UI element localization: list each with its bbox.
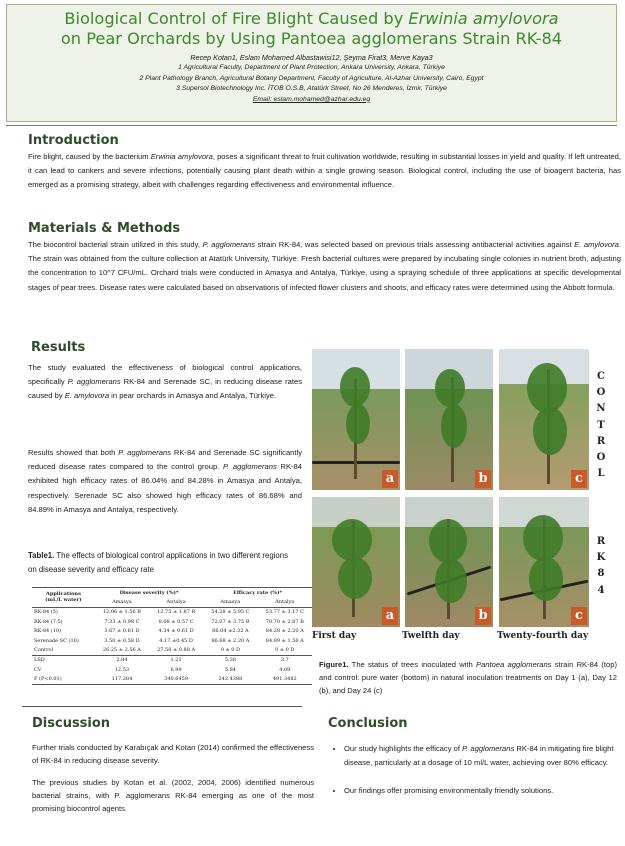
table-row: RK-84 (10) 3.67 ± 0.61 D 4.34 ± 0.61 D 86.04 ±2.32 A 84.28 ± 2.20 A xyxy=(34,628,304,635)
figure-caption: Figure1. The status of trees inoculated with Pantoea agglomerans strain RK-84 (top) and control: pure water (bottom) in natural inoculation treatments on Day 1 (a), Day 12 (b), and Day 24 (c) xyxy=(319,660,617,695)
table-row: Serenade SC (10) 3.50 ± 0.58 D 4.17 ±0.45 D 86.68 ± 2.20 A 84.89 ± 1.56 A xyxy=(34,637,304,644)
methods-heading: Materials & Methods xyxy=(28,221,181,236)
results-text-2: Results showed that both P. agglomerans RK-84 and Serenade SC significantly reduced disease rates compared to the control group. P. agglomerans RK-84 exhibited high efficacy rates of 86.04% and 84.28% in Amasya and Antalya, respectively. Serenade SC also showed high efficacy rates of 86.68% and 84.89% in Amasya and Antalya, respectively. xyxy=(28,448,302,514)
photo-control-day12 xyxy=(405,497,493,627)
control-row-label: C O N T R O L xyxy=(596,371,606,480)
photo-control-day1 xyxy=(312,497,400,627)
table-row: LSD 2.84 1.21 5.38 3.7 xyxy=(32,655,312,665)
poster-header xyxy=(6,4,617,122)
col-efficacy: Efficacy rate (%)* xyxy=(203,588,312,598)
subheader-amasya: Amasya xyxy=(220,599,241,606)
results-heading: Results xyxy=(31,340,86,355)
photo-rk84-day12 xyxy=(405,349,493,490)
table-row: Control 26.25 ± 2.56 A 27.58 ± 0.88 A 0 ± 0 D 0 ± 0 D xyxy=(34,647,295,654)
conclusion-bullet: • Our study highlights the efficacy of P. agglomerans RK-84 in mitigating fire blight disease, particularly at a dosage of 10 ml/L water, achieving over 80% efficacy. xyxy=(344,742,625,770)
methods-text: The biocontrol bacterial strain utilized in this study, P. agglomerans strain RK-84, was selected based on previous trials assessing antibacterial activities against E. amylovora. The strain was obtained from the culture collection at Atatürk University, Türkiye. Fresh bacterial cultures were prepared by incubating single colonies in nutrient broth, adjusting the concentration to 10^7 CFU/mL. Orchard trials were conducted in Amasya and Antalya, Türkiye, using a spraying schedule of three applications at specific developmental stages of pear trees. Disease rates were calculated based on observations of infected flower clusters and shoots, and efficacy rates were determined using the Abbott formula. xyxy=(28,240,621,292)
col-applications: Applications (mL/L water) xyxy=(32,588,95,608)
photo-letter: c xyxy=(571,607,587,625)
table-row: RK-84 (7.5) 7.33 ± 0.98 C 8.08 ± 0.57 C 72.07 ± 3.75 B 70.70 ± 2.87 B xyxy=(34,618,304,625)
results-table xyxy=(32,587,312,685)
photo-letter: c xyxy=(571,470,587,488)
photo-rk84-day1 xyxy=(312,349,400,490)
table-caption: Table1. The effects of biological control applications in two different regions on disease severity and efficacy rate xyxy=(28,551,288,575)
table-row: CV 12.53 6.99 5.84 4.09 xyxy=(34,666,291,673)
affiliation-1: 1 Agricultural Faculty, Department of Plant Protection, Ankara University, Ankara, Türkiye xyxy=(178,64,445,71)
discussion-heading: Discussion xyxy=(32,716,111,731)
photo-letter: a xyxy=(382,607,398,625)
subheader-antalya: Antalya xyxy=(275,599,295,606)
col-severity: Disease severity (%)* xyxy=(95,588,203,598)
photo-control-day24 xyxy=(499,497,589,627)
affiliation-2: 2 Plant Pathology Branch, Agricultural Botany Department, Faculty of Agriculture, Al-Azhar University, Cairo, Egypt xyxy=(139,74,484,82)
table-row: RK-84 (5) 12.06 ± 1.56 B 12.75 ± 1.87 B 54.28 ± 5.95 C 53.77 ± 3.17 C xyxy=(32,607,312,617)
rk84-row-label: R K 8 4 xyxy=(596,536,606,596)
photo-letter: b xyxy=(475,607,491,625)
results-text-1: The study evaluated the effectiveness of biological control applications, specifically P. agglomerans RK-84 and Serenade SC, in reducing disease rates caused by E. amylovora in pear orchards in Amasya and Antalya, Türkiye. xyxy=(28,363,302,401)
poster-title: Biological Control of Fire Blight Caused by Erwinia amylovora on Pear Orchards by Using Pantoea agglomerans Strain RK-84 xyxy=(60,9,563,48)
subheader-antalya: Antalya xyxy=(166,599,186,606)
day-label-first: First day xyxy=(312,631,357,641)
day-label-twelfth: Twelfth day xyxy=(402,631,460,641)
header-divider xyxy=(6,125,617,126)
photo-rk84-day24 xyxy=(499,349,589,490)
affiliation-3: 3 Supersol Biotechnology Inc. İTOB O.S.B, Atatürk Street, No 26 Menderes, İzmir, Türkiye xyxy=(176,85,447,93)
contact-email[interactable]: Email: eslam.mohamed@azhar.edu.eg xyxy=(252,95,371,103)
discussion-text-2: The previous studies by Kotan et al. (2002, 2004, 2006) identified numerous bacterial strains, with P. agglomerans RK-84 emerging as one of the most promising biocontrol agents. xyxy=(32,778,314,813)
table-header-row xyxy=(32,588,312,598)
conclusion-list xyxy=(330,742,625,813)
subheader-amasya: Amasya xyxy=(112,599,132,606)
day-label-twentyfourth: Twenty-fourth day xyxy=(497,631,589,641)
discussion-divider xyxy=(22,706,302,707)
discussion-text-1: Further trials conducted by Karabıçak and Kotan (2014) confirmed the effectiveness of RK-84 in reducing disease severity. xyxy=(32,743,314,765)
author-list: Recep Kotan1, Eslam Mohamed Albastawisi12, Şeyma Firat3, Merve Kaya3 xyxy=(190,53,433,62)
table-row: F (P<0.01) 117.284 340.6459 242.4388 491.3482 xyxy=(32,675,312,685)
photo-letter: a xyxy=(382,470,398,488)
conclusion-bullet: • Our findings offer promising environmentally friendly solutions. xyxy=(344,784,625,798)
introduction-text: Fire blight, caused by the bacterium Erwinia amylovora, poses a significant threat to fruit cultivation worldwide, resulting in substantial losses in yield and quality. If left untreated, it can lead to cankers and severe infections, potentially causing plant death within a single growing season. Biological control, including the use of bioagent bacteria, has emerged as a promising strategy, albeit with challenges regarding effectiveness and environmental influence. xyxy=(28,152,621,190)
conclusion-heading: Conclusion xyxy=(328,716,408,731)
photo-letter: b xyxy=(475,470,491,488)
introduction-heading: Introduction xyxy=(28,133,119,148)
